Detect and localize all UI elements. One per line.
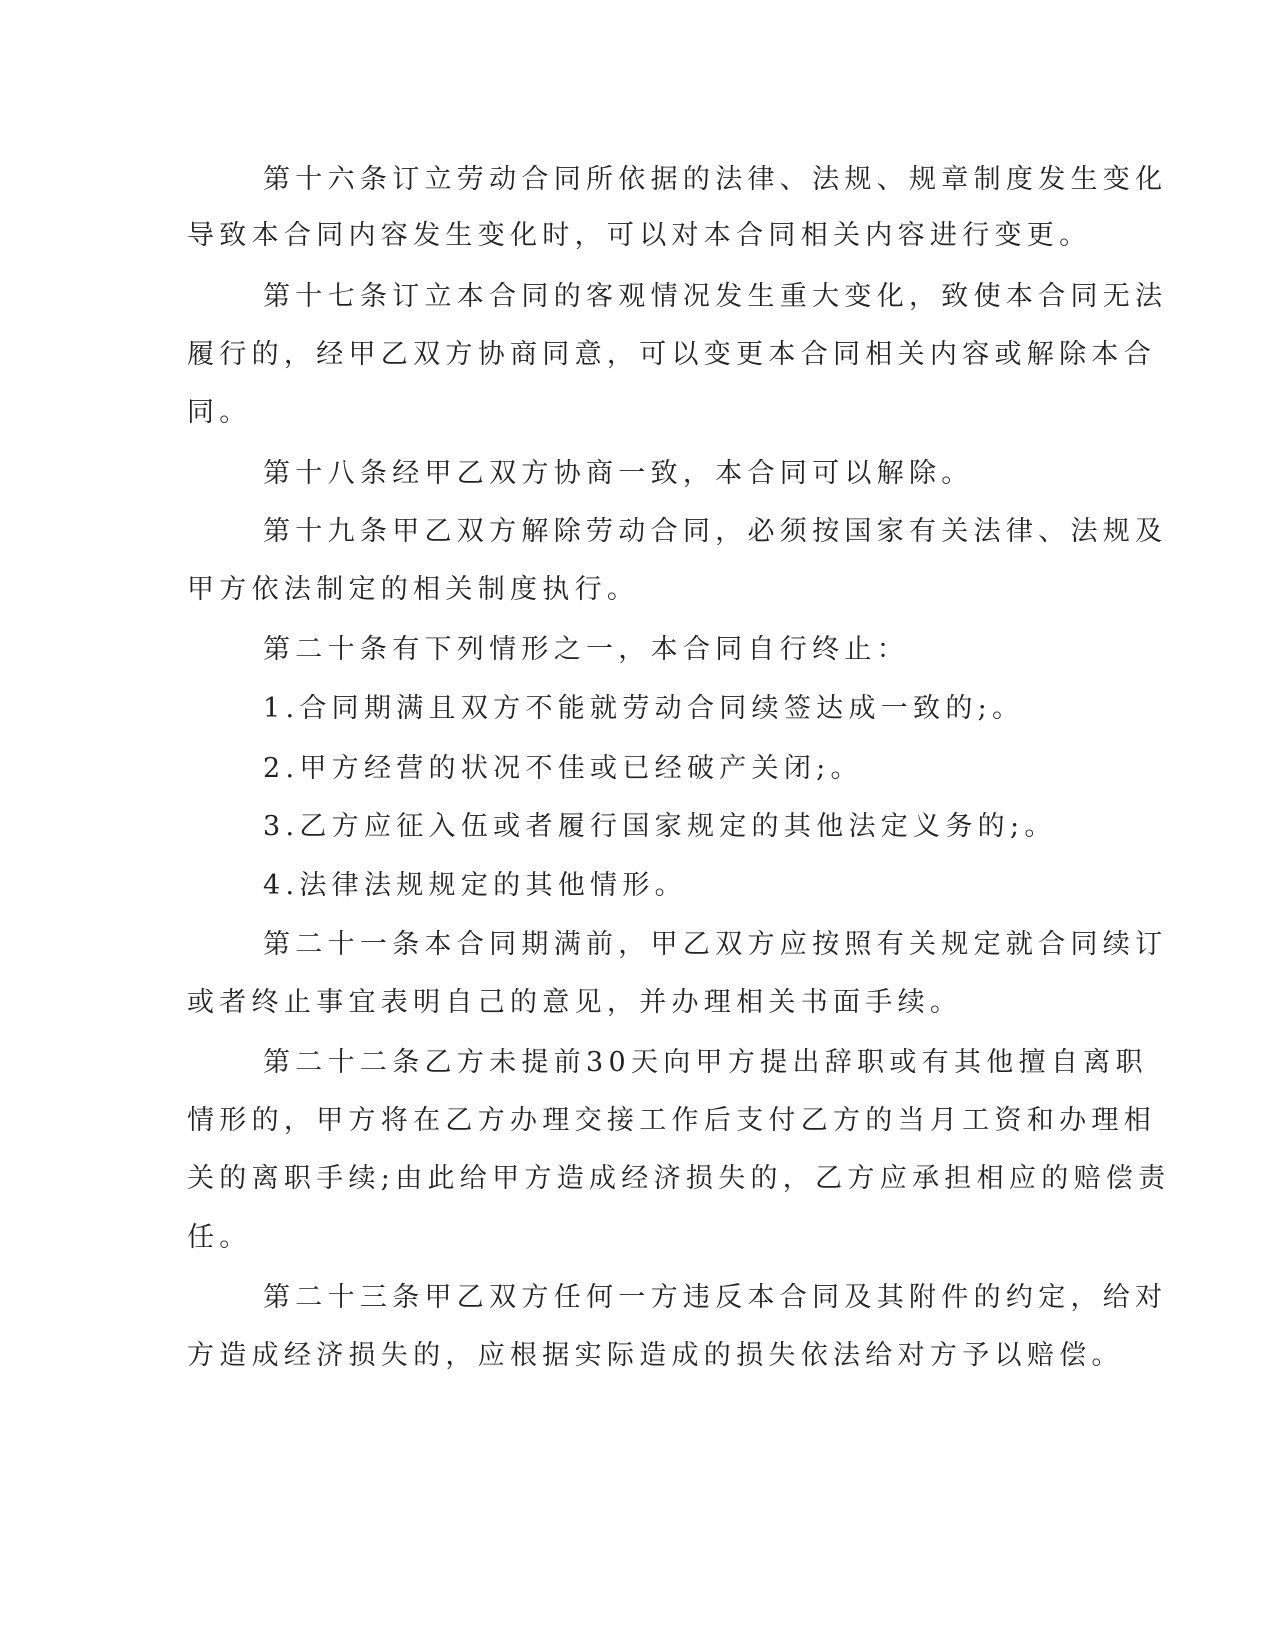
text-line: 履行的，经甲乙双方协商同意，可以变更本合同相关内容或解除本合	[187, 339, 1156, 370]
text-line: 情形的，甲方将在乙方办理交接工作后支付乙方的当月工资和办理相	[187, 1105, 1156, 1136]
text-line: 关的离职手续;由此给甲方造成经济损失的，乙方应承担相应的赔偿责	[187, 1163, 1171, 1194]
text-line: 任。	[187, 1222, 252, 1253]
text-line: 2.甲方经营的状况不佳或已经破产关闭;。	[263, 753, 863, 784]
text-line: 第十七条订立本合同的客观情况发生重大变化，致使本合同无法	[263, 281, 1168, 312]
text-line: 1.合同期满且双方不能就劳动合同续签达成一致的;。	[263, 693, 1025, 724]
text-line: 或者终止事宜表明自己的意见，并办理相关书面手续。	[187, 987, 963, 1018]
text-line: 第十六条订立劳动合同所依据的法律、法规、规章制度发生变化	[263, 164, 1168, 195]
text-line: 第二十二条乙方未提前30天向甲方提出辞职或有其他擅自离职	[263, 1047, 1148, 1078]
text-line: 第二十条有下列情形之一，本合同自行终止：	[263, 634, 909, 665]
text-line: 第二十一条本合同期满前，甲乙双方应按照有关规定就合同续订	[263, 929, 1168, 960]
text-line: 甲方依法制定的相关制度执行。	[187, 574, 640, 605]
text-line: 3.乙方应征入伍或者履行国家规定的其他法定义务的;。	[263, 811, 1057, 842]
text-line: 第十八条经甲乙双方协商一致，本合同可以解除。	[263, 458, 974, 489]
text-line: 同。	[187, 397, 252, 428]
text-line: 4.法律法规规定的其他情形。	[263, 870, 687, 901]
text-line: 导致本合同内容发生变化时，可以对本合同相关内容进行变更。	[187, 220, 1092, 251]
text-line: 第十九条甲乙双方解除劳动合同，必须按国家有关法律、法规及	[263, 516, 1168, 547]
text-line: 方造成经济损失的，应根据实际造成的损失依法给对方予以赔偿。	[187, 1340, 1124, 1371]
text-line: 第二十三条甲乙双方任何一方违反本合同及其附件的约定，给对	[263, 1282, 1168, 1313]
